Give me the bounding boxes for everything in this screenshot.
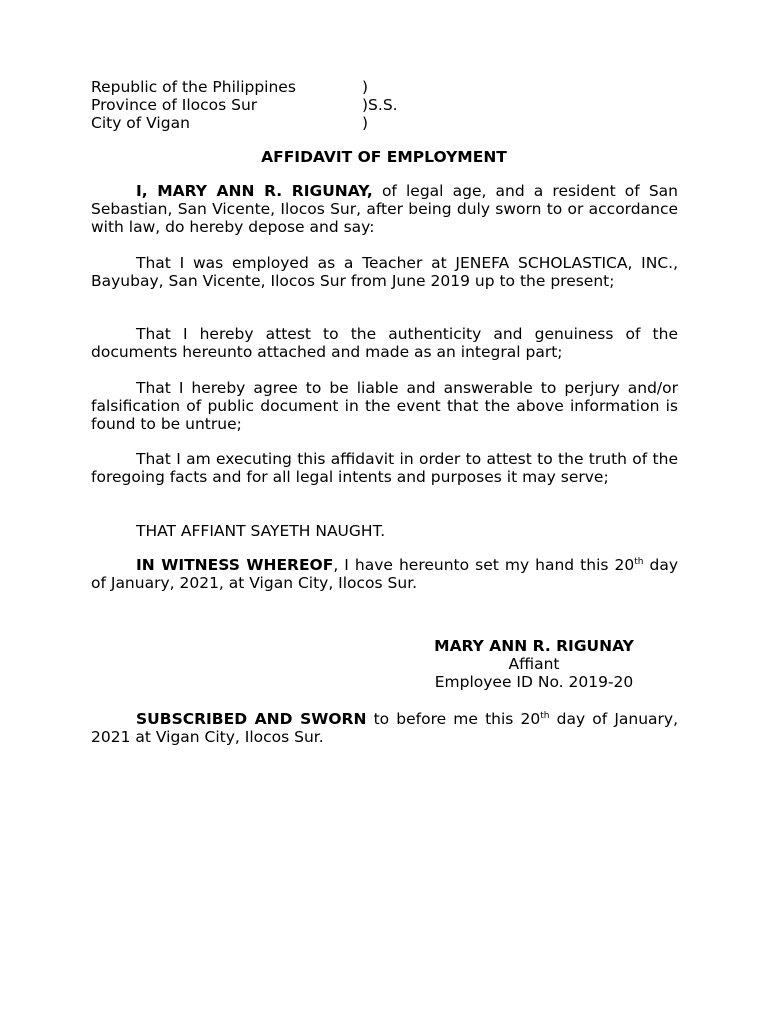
affiant-name-intro: I, MARY ANN R. RIGUNAY, xyxy=(136,182,373,200)
clause-liability: That I hereby agree to be liable and answerable to perjury and/or falsification of public document in the event that the above information is found to be untrue; xyxy=(91,379,678,433)
venue-label: Province of Ilocos Sur xyxy=(91,96,258,114)
jurat-heading: SUBSCRIBED AND SWORN xyxy=(136,710,367,728)
signatory-name: MARY ANN R. RIGUNAY xyxy=(434,637,634,655)
document-title xyxy=(0,148,768,166)
venue-block xyxy=(91,78,511,132)
employee-id: Employee ID No. 2019-20 xyxy=(434,673,634,691)
intro-text: of legal age, and a resident of San Sebastian, San Vicente, Ilocos Sur, after being duly sworn to or accordance with law, do hereby depose and say: xyxy=(91,182,678,236)
venue-bracket: )S.S. xyxy=(362,96,398,114)
witness-text-2: day of January, 2021, at Vigan City, Ilocos Sur. xyxy=(91,556,678,592)
venue-line-city xyxy=(91,114,511,132)
clause-naught: THAT AFFIANT SAYETH NAUGHT. xyxy=(136,522,386,540)
jurat-text-2: day of January, 2021 at Vigan City, Ilocos Sur. xyxy=(91,710,679,746)
venue-label: City of Vigan xyxy=(91,114,190,132)
venue-label: Republic of the Philippines xyxy=(91,78,296,96)
clause-purpose: That I am executing this affidavit in order to attest to the truth of the foregoing facts and for all legal intents and purposes it may serve; xyxy=(91,450,678,486)
venue-bracket: ) xyxy=(362,114,369,132)
jurat-paragraph xyxy=(91,710,678,746)
witness-ordinal: th xyxy=(634,556,644,567)
signatory-role: Affiant xyxy=(508,655,560,673)
venue-line-province xyxy=(91,96,511,114)
clause-authenticity: That I hereby attest to the authenticity and genuiness of the documents hereunto attached and made as an integral part; xyxy=(91,325,678,361)
witness-text-1: , I have hereunto set my hand this 20 xyxy=(333,556,635,574)
witness-heading: IN WITNESS WHEREOF xyxy=(136,556,334,574)
intro-paragraph xyxy=(91,182,678,236)
venue-bracket: ) xyxy=(362,78,369,96)
document-title-text: AFFIDAVIT OF EMPLOYMENT xyxy=(261,148,507,166)
jurat-text-1: to before me this 20 xyxy=(366,710,541,728)
witness-paragraph xyxy=(91,556,678,592)
venue-line-republic xyxy=(91,78,511,96)
clause-employment: That I was employed as a Teacher at JENEFA SCHOLASTICA, INC., Bayubay, San Vicente, Ilocos Sur from June 2019 up to the present; xyxy=(91,254,678,290)
jurat-ordinal: th xyxy=(540,710,550,721)
signature-block xyxy=(418,637,650,691)
